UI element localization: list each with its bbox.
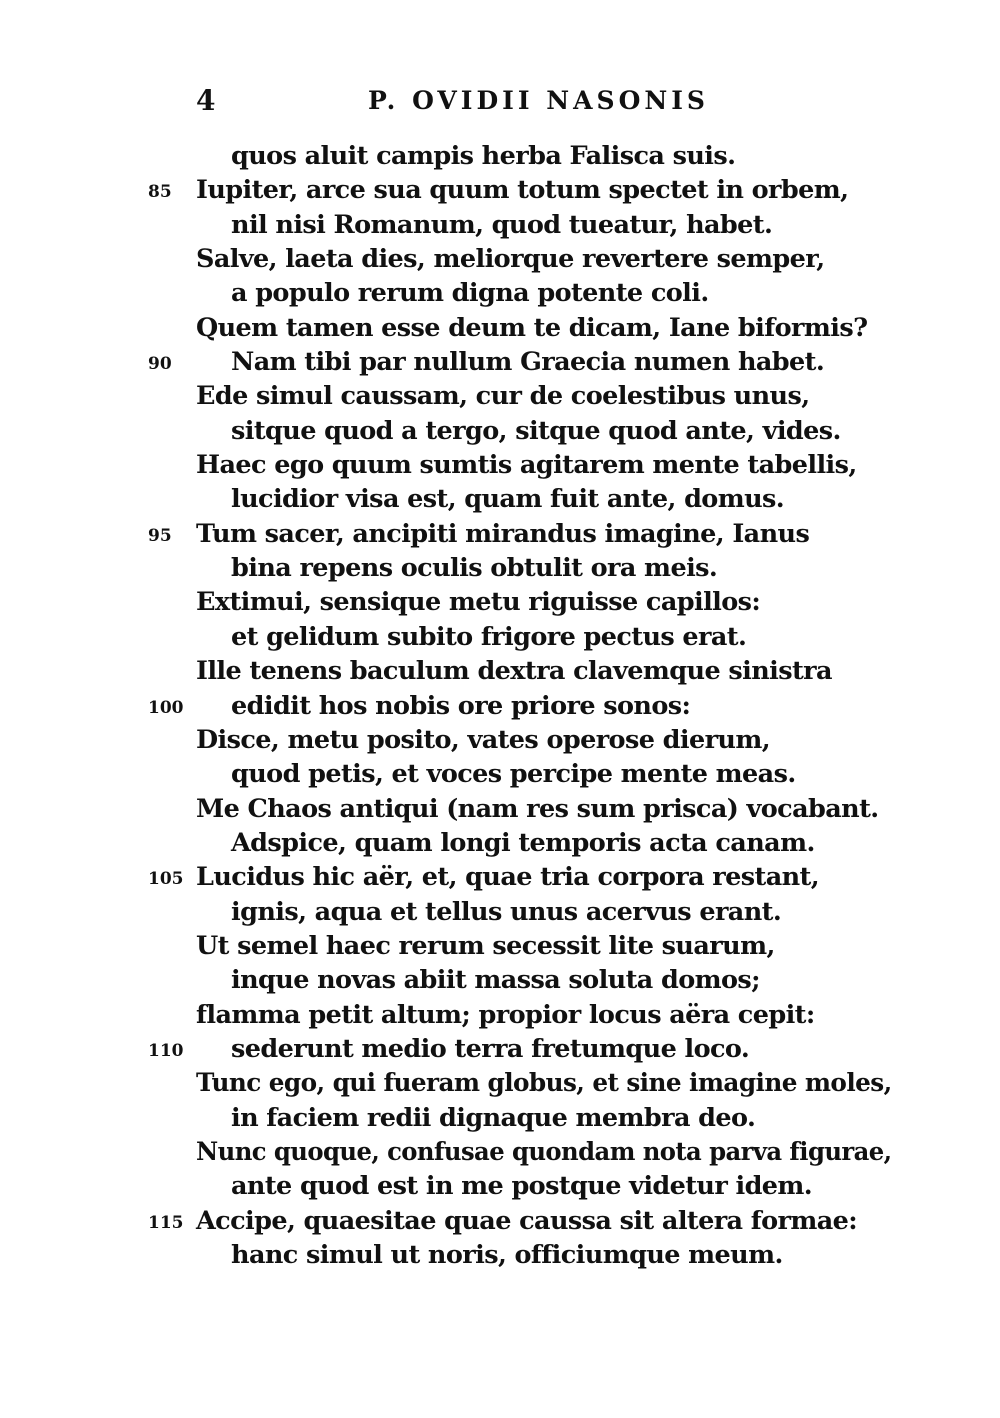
- running-header: [0, 84, 1000, 124]
- verse-line: [0, 276, 1000, 310]
- verse-line: [0, 1032, 1000, 1066]
- verse-line: [0, 689, 1000, 723]
- verse-text: Haec ego quum sumtis agitarem mente tabellis,: [196, 450, 857, 481]
- verse-text: Salve, laeta dies, meliorque revertere semper,: [196, 244, 825, 275]
- verse-text: quod petis, et voces percipe mente meas.: [231, 759, 796, 790]
- line-number: 100: [148, 697, 184, 718]
- verse-text: lucidior visa est, quam fuit ante, domus.: [231, 484, 785, 515]
- verse-text: Ut semel haec rerum secessit lite suarum,: [196, 930, 775, 961]
- verse-text: sederunt medio terra fretumque loco.: [231, 1033, 750, 1064]
- verse-text: a populo rerum digna potente coli.: [231, 278, 709, 309]
- verse-text: Nunc quoque, confusae quondam nota parva figurae,: [196, 1136, 892, 1167]
- verse-text: hanc simul ut noris, officiumque meum.: [231, 1240, 783, 1270]
- verse-line: [0, 929, 1000, 963]
- verse-text: Me Chaos antiqui (nam res sum prisca) vocabant.: [196, 793, 879, 824]
- poem-text: [0, 139, 1000, 1272]
- verse-line: [0, 139, 1000, 173]
- verse-line: [0, 1101, 1000, 1135]
- line-number: 90: [148, 354, 172, 375]
- verse-text: Nam tibi par nullum Graecia numen habet.: [231, 347, 825, 378]
- line-number: 95: [148, 525, 172, 546]
- line-number: 85: [148, 182, 172, 203]
- verse-line: [0, 1066, 1000, 1100]
- verse-text: sitque quod a tergo, sitque quod ante, vides.: [231, 415, 841, 446]
- verse-text: Lucidus hic aër, et, quae tria corpora restant,: [196, 862, 820, 893]
- verse-line: [0, 482, 1000, 516]
- verse-text: ignis, aqua et tellus unus acervus erant.: [231, 896, 782, 927]
- verse-line: [0, 242, 1000, 276]
- verse-text: Disce, metu posito, vates operose dierum,: [196, 724, 771, 755]
- verse-line: [0, 551, 1000, 585]
- verse-line: [0, 826, 1000, 860]
- verse-line: [0, 585, 1000, 619]
- verse-text: edidit hos nobis ore priore sonos:: [231, 690, 691, 721]
- verse-line: [0, 379, 1000, 413]
- verse-text: Tum sacer, ancipiti mirandus imagine, Ianus: [196, 518, 810, 549]
- line-number: 115: [148, 1212, 184, 1233]
- verse-text: Quem tamen esse deum te dicam, Iane biformis?: [196, 312, 868, 343]
- verse-text: ante quod est in me postque videtur idem.: [231, 1171, 813, 1202]
- verse-line: [0, 620, 1000, 654]
- verse-line: [0, 208, 1000, 242]
- verse-text: Iupiter, arce sua quum totum spectet in orbem,: [196, 175, 849, 206]
- verse-line: [0, 895, 1000, 929]
- line-number: 110: [148, 1040, 184, 1061]
- verse-line: [0, 757, 1000, 791]
- verse-text: Ille tenens baculum dextra clavemque sinistra: [196, 656, 832, 687]
- verse-text: flamma petit altum; propior locus aëra cepit:: [196, 999, 815, 1030]
- verse-line: [0, 311, 1000, 345]
- line-number: 105: [148, 869, 184, 890]
- verse-line: [0, 1238, 1000, 1272]
- verse-line: [0, 998, 1000, 1032]
- verse-text: bina repens oculis obtulit ora meis.: [231, 553, 718, 584]
- verse-text: et gelidum subito frigore pectus erat.: [231, 621, 747, 652]
- verse-line: [0, 963, 1000, 997]
- verse-line: [0, 448, 1000, 482]
- verse-line: [0, 414, 1000, 448]
- verse-text: quos aluit campis herba Falisca suis.: [231, 141, 736, 171]
- verse-line: [0, 1135, 1000, 1169]
- verse-text: Extimui, sensique metu riguisse capillos:: [196, 587, 761, 618]
- verse-line: [0, 345, 1000, 379]
- verse-text: Accipe, quaesitae quae caussa sit altera formae:: [196, 1205, 858, 1236]
- verse-text: Adspice, quam longi temporis acta canam.: [231, 827, 815, 858]
- running-head-title: P. OVIDII NASONIS: [368, 86, 709, 115]
- verse-text: nil nisi Romanum, quod tueatur, habet.: [231, 209, 773, 240]
- verse-line: [0, 654, 1000, 688]
- verse-text: inque novas abiit massa soluta domos;: [231, 965, 760, 996]
- verse-line: [0, 860, 1000, 894]
- verse-text: Ede simul caussam, cur de coelestibus unus,: [196, 381, 810, 412]
- verse-line: [0, 1169, 1000, 1203]
- verse-text: Tunc ego, qui fueram globus, et sine imagine moles,: [196, 1068, 892, 1099]
- verse-line: [0, 723, 1000, 757]
- verse-line: [0, 1204, 1000, 1238]
- verse-text: in faciem redii dignaque membra deo.: [231, 1102, 756, 1133]
- verse-line: [0, 517, 1000, 551]
- verse-line: [0, 792, 1000, 826]
- verse-line: [0, 173, 1000, 207]
- page-number: 4: [196, 84, 216, 117]
